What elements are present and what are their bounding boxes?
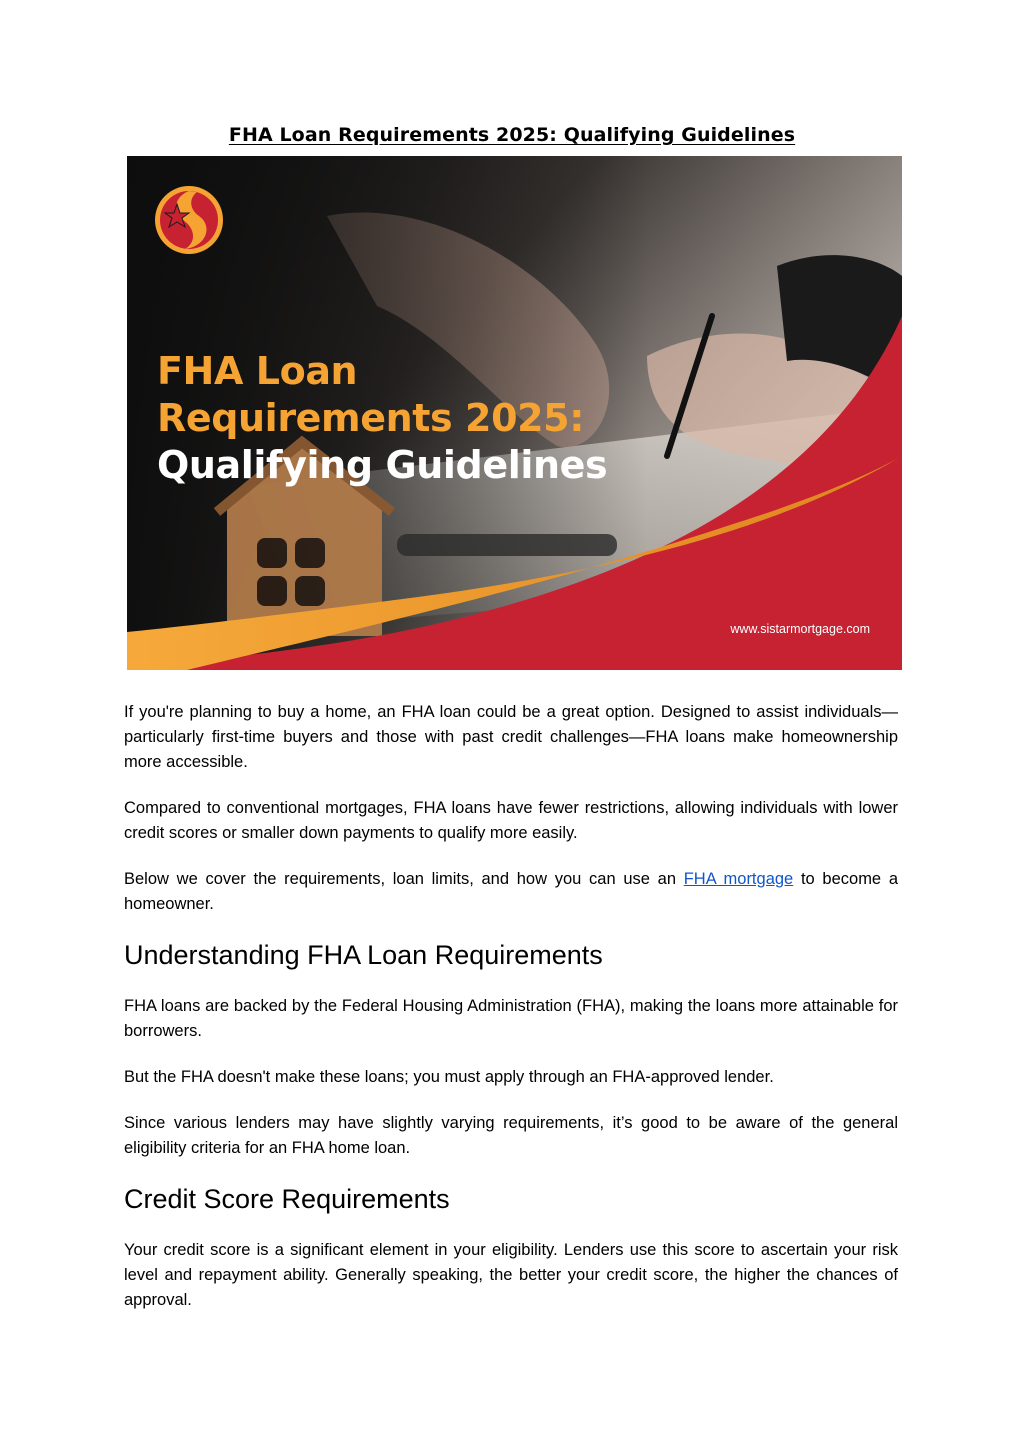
fha-mortgage-link[interactable]: FHA mortgage bbox=[683, 870, 794, 888]
section-heading-credit-score: Credit Score Requirements bbox=[124, 1184, 450, 1214]
intro-paragraph-3 bbox=[124, 867, 898, 917]
intro-p3-text-after: to become a homeowner. bbox=[124, 870, 898, 913]
section-heading-understanding: Understanding FHA Loan Requirements bbox=[124, 940, 603, 970]
banner-headline bbox=[157, 348, 607, 489]
banner-url: www.sistarmortgage.com bbox=[730, 622, 870, 636]
section1-paragraph-3: Since various lenders may have slightly varying requirements, it’s good to be aware of the general eligibility criteria for an FHA home loan. bbox=[124, 1114, 898, 1157]
intro-paragraph-1: If you're planning to buy a home, an FHA loan could be a great option. Designed to assist individuals—particularly first-time buyers and those with past credit challenges—FHA loans make homeownership more accessible. bbox=[124, 703, 898, 771]
section2-paragraph-1: Your credit score is a significant element in your eligibility. Lenders use this score to ascertain your risk level and repayment ability. Generally speaking, the better your credit score, the higher the chances of approval. bbox=[124, 1241, 898, 1309]
banner-image bbox=[127, 156, 902, 670]
sistar-star-logo-icon bbox=[155, 186, 223, 254]
intro-p3-text-before: Below we cover the requirements, loan limits, and how you can use an bbox=[124, 870, 684, 888]
banner-headline-line3: Qualifying Guidelines bbox=[157, 443, 608, 487]
document-title: FHA Loan Requirements 2025: Qualifying Guidelines bbox=[228, 124, 796, 146]
section1-paragraph-2: But the FHA doesn't make these loans; you must apply through an FHA-approved lender. bbox=[124, 1068, 774, 1086]
intro-paragraph-2: Compared to conventional mortgages, FHA loans have fewer restrictions, allowing individuals with lower credit scores or smaller down payments to qualify more easily. bbox=[124, 799, 898, 842]
banner-headline-line2: Requirements 2025: bbox=[157, 396, 585, 440]
article-body bbox=[124, 700, 898, 1334]
section1-paragraph-1: FHA loans are backed by the Federal Housing Administration (FHA), making the loans more attainable for borrowers. bbox=[124, 997, 898, 1040]
banner-headline-line1: FHA Loan bbox=[157, 349, 358, 393]
